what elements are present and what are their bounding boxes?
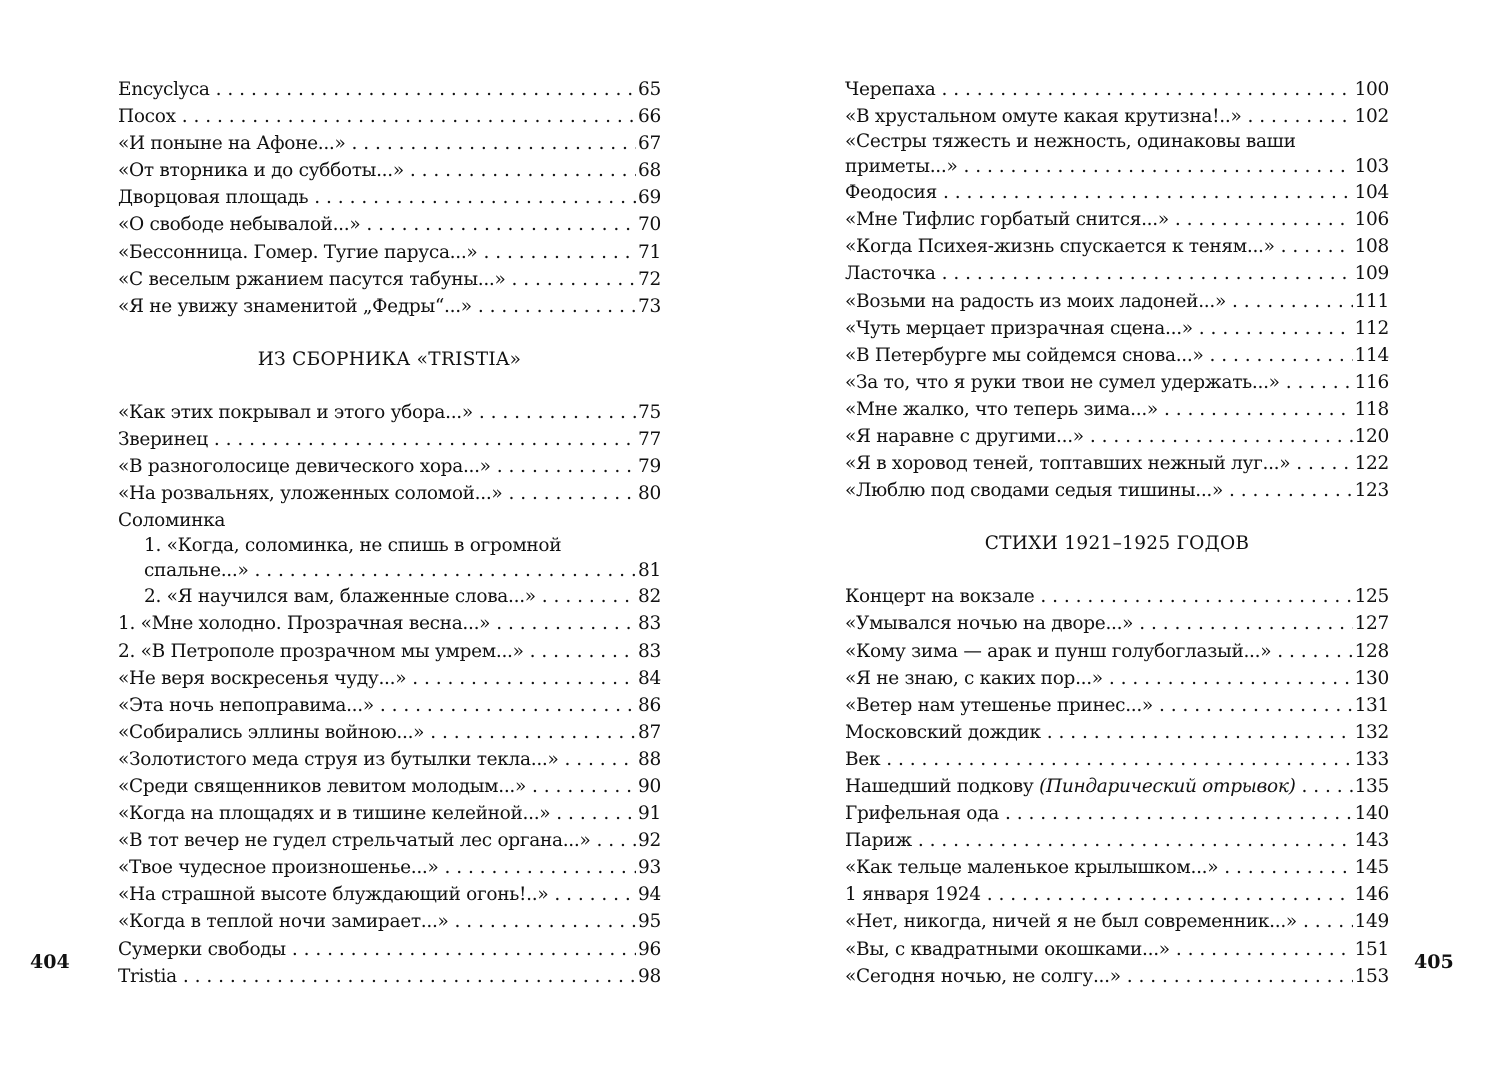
toc-entry: [118, 665, 661, 692]
toc-entry: [845, 800, 1389, 827]
leader-dots: [366, 211, 636, 238]
toc-entry-title: «Я не знаю, с каких пор...»: [845, 667, 1103, 689]
toc-entry: [845, 396, 1389, 423]
toc-entry-page: 153: [1354, 965, 1389, 987]
toc-entry-title: «Когда Психея-жизнь спускается к теням...»: [845, 236, 1275, 258]
left-toc: [118, 76, 661, 990]
toc-list: [845, 800, 1389, 990]
leader-dots: [941, 76, 1352, 103]
leader-dots: [512, 266, 637, 293]
toc-entry-title: 2. «Я научился вам, блаженные слова...»: [144, 586, 536, 608]
toc-entry: [118, 719, 661, 746]
toc-entry-title: Encyclyca: [118, 79, 210, 100]
leader-dots: [1005, 800, 1353, 827]
leader-dots: [1210, 342, 1353, 369]
toc-entry-page: 103: [1354, 156, 1389, 178]
toc-entry-title: спальне...»: [144, 560, 249, 582]
leader-dots: [542, 583, 636, 610]
leader-dots: [1047, 719, 1353, 746]
toc-entry: [118, 399, 661, 426]
leader-dots: [1232, 288, 1353, 315]
toc-entry-page: 98: [638, 965, 661, 987]
toc-entry-title: Tristia: [118, 965, 177, 987]
toc-entry: [845, 610, 1389, 637]
toc-entry-title: «Собирались эллины войною...»: [118, 721, 425, 743]
leader-dots: [1159, 692, 1353, 719]
leader-dots: [1199, 315, 1353, 342]
leader-dots: [182, 103, 636, 130]
toc-entry: [118, 211, 661, 238]
toc-entry: [845, 423, 1389, 450]
toc-entry-title: Соломинка: [118, 510, 226, 532]
leader-dots: [508, 480, 636, 507]
toc-entry: [118, 184, 661, 211]
leader-dots: [455, 908, 637, 935]
toc-entry: [845, 233, 1389, 260]
toc-entry-page: 120: [1354, 426, 1389, 448]
toc-entry-page: 102: [1354, 106, 1389, 128]
toc-entry-title: Париж: [845, 830, 912, 852]
toc-entry-page: 88: [638, 748, 661, 770]
toc-entry-note: (Пиндарический отрывок): [1039, 775, 1296, 797]
leader-dots: [1224, 854, 1352, 881]
leader-dots: [565, 746, 637, 773]
toc-entry-page: 67: [638, 133, 661, 155]
toc-entry: [845, 908, 1389, 935]
toc-entry: [845, 342, 1389, 369]
toc-entry-title: «Вы, с квадратными окошками...»: [845, 938, 1170, 960]
leader-dots: [478, 293, 636, 320]
leader-dots: [352, 130, 637, 157]
toc-entry-page: 93: [638, 857, 661, 879]
toc-entry-title: Ласточка: [845, 263, 936, 285]
toc-entry-title: «Когда на площадях и в тишине келейной...»: [118, 803, 551, 825]
leader-dots: [532, 773, 636, 800]
toc-entry: [118, 773, 661, 800]
leader-dots: [380, 692, 636, 719]
toc-entry: [118, 558, 661, 583]
toc-entry-title: «Бессонница. Гомер. Тугие паруса...»: [118, 241, 478, 263]
toc-entry-title: «Мне Тифлис горбатый снится...»: [845, 209, 1169, 231]
leader-dots: [918, 827, 1353, 854]
toc-entry-title: «Я наравне с другими...»: [845, 426, 1084, 448]
toc-entry: [118, 426, 661, 453]
leader-dots: [292, 936, 636, 963]
leader-dots: [412, 665, 636, 692]
toc-list: [118, 399, 661, 507]
leader-dots: [1247, 103, 1352, 130]
toc-entry-page: 116: [1354, 371, 1389, 393]
toc-entry-page: 75: [638, 401, 661, 423]
leader-dots: [183, 963, 636, 990]
toc-entry-title: «Когда в теплой ночи замирает...»: [118, 911, 449, 933]
leader-dots: [943, 179, 1353, 206]
toc-entry-page: 106: [1354, 209, 1389, 231]
toc-entry-title: «Возьми на радость из моих ладоней...»: [845, 290, 1226, 312]
toc-entry: [118, 963, 661, 990]
leader-dots: [1127, 963, 1353, 990]
toc-entry-page: 146: [1354, 884, 1389, 906]
leader-dots: [1090, 423, 1353, 450]
toc-entry-title: «Среди священников левитом молодым...»: [118, 775, 527, 797]
toc-entry: [118, 266, 661, 293]
toc-entry-page: 111: [1354, 290, 1389, 312]
toc-entry: [118, 239, 661, 266]
toc-entry-title: Сумерки свободы: [118, 938, 286, 960]
leader-dots: [214, 426, 636, 453]
toc-entry-page: 140: [1354, 803, 1389, 825]
toc-entry: [845, 179, 1389, 206]
toc-entry-page: 90: [638, 775, 661, 797]
toc-entry-page: 151: [1354, 938, 1389, 960]
toc-entry-page: 92: [638, 830, 661, 852]
toc-entry-page: 69: [638, 187, 661, 209]
toc-entry-title: Черепаха: [845, 79, 936, 100]
toc-entry-title: «О свободе небывалой...»: [118, 214, 361, 236]
toc-entry: [845, 288, 1389, 315]
toc-entry: [118, 130, 661, 157]
toc-entry-page: 82: [638, 586, 661, 608]
toc-entry: [118, 293, 661, 320]
toc-entry: [118, 800, 661, 827]
toc-entry: [845, 665, 1389, 692]
toc-entry-page: 81: [638, 560, 661, 582]
toc-entry: [845, 746, 1389, 773]
toc-entry: [118, 157, 661, 184]
toc-entry: [845, 369, 1389, 396]
leader-dots: [410, 157, 636, 184]
leader-dots: [987, 881, 1353, 908]
leader-dots: [1296, 450, 1352, 477]
toc-entry: [845, 854, 1389, 881]
leader-dots: [596, 827, 636, 854]
leader-dots: [1175, 206, 1353, 233]
toc-entry-title: «Умывался ночью на дворе...»: [845, 613, 1134, 635]
leader-dots: [530, 638, 636, 665]
page-number: 405: [1414, 951, 1454, 973]
toc-entry: [845, 773, 1389, 800]
toc-entry-page: 86: [638, 694, 661, 716]
toc-entry: [118, 480, 661, 507]
leader-dots: [216, 76, 636, 103]
toc-list: [118, 76, 661, 320]
toc-entry-title: «Я не увижу знаменитой „Федры“...»: [118, 295, 472, 317]
toc-entry-page: 145: [1354, 857, 1389, 879]
toc-entry-title: «В тот вечер не гудел стрельчатый лес органа...»: [118, 830, 591, 852]
leader-dots: [1229, 477, 1353, 504]
toc-entry-page: 94: [638, 884, 661, 906]
toc-entry: [845, 881, 1389, 908]
toc-entry: [845, 130, 1389, 154]
right-page: [753, 0, 1506, 1080]
toc-entry-title: «Не веря воскресенья чуду...»: [118, 667, 407, 689]
toc-entry: [118, 534, 661, 558]
toc-entry: [118, 638, 661, 665]
toc-entry-title: «От вторника и до субботы...»: [118, 160, 404, 182]
toc-entry-page: 77: [638, 428, 661, 450]
toc-entry: [845, 692, 1389, 719]
toc-list: [118, 610, 661, 989]
toc-entry: [118, 692, 661, 719]
toc-entry-title: Век: [845, 748, 881, 770]
leader-dots: [1164, 396, 1353, 423]
toc-entry-title: Феодосия: [845, 182, 937, 204]
toc-entry-page: 128: [1354, 640, 1389, 662]
toc-entry-page: 123: [1354, 480, 1389, 502]
toc-group-title: [118, 507, 661, 534]
toc-entry-page: 73: [638, 295, 661, 317]
toc-entry-title: «Эта ночь непоправима...»: [118, 694, 374, 716]
leader-dots: [963, 154, 1352, 179]
toc-entry-page: 65: [638, 79, 661, 100]
toc-list: [845, 583, 1389, 773]
toc-entry-title: «Я в хоровод теней, топтавших нежный луг...»: [845, 453, 1291, 475]
toc-entry-title: «Мне жалко, что теперь зима...»: [845, 398, 1158, 420]
toc-entry-page: 87: [638, 721, 661, 743]
toc-entry: [845, 450, 1389, 477]
toc-entry-page: 72: [638, 268, 661, 290]
toc-entry-page: 112: [1354, 317, 1389, 339]
toc-entry: [845, 963, 1389, 990]
toc-entry: [845, 315, 1389, 342]
toc-entry: [845, 154, 1389, 179]
toc-entry: [845, 76, 1389, 103]
toc-entry-page: 125: [1354, 586, 1389, 608]
toc-entry: [118, 908, 661, 935]
toc-entry-title: «Твое чудесное произношенье...»: [118, 857, 439, 879]
toc-entry-page: 95: [638, 911, 661, 933]
toc-entry-page: 135: [1354, 775, 1389, 797]
toc-entry: [845, 477, 1389, 504]
toc-entry-title: «На страшной высоте блуждающий огонь!..»: [118, 884, 549, 906]
toc-entry-page: 108: [1354, 236, 1389, 258]
toc-entry-title: «На розвальнях, уложенных соломой...»: [118, 483, 503, 505]
leader-dots: [1109, 665, 1353, 692]
toc-entry: [118, 583, 661, 610]
toc-entry-title: «В хрустальном омуте какая крутизна!..»: [845, 106, 1242, 128]
toc-entry-title: 1 января 1924: [845, 884, 981, 906]
toc-entry-title: «Нет, никогда, ничей я не был современник...»: [845, 911, 1297, 933]
toc-entry-page: 83: [638, 640, 661, 662]
toc-entry-title: Концерт на вокзале: [845, 586, 1035, 608]
leader-dots: [1176, 936, 1353, 963]
toc-entry-title: Зверинец: [118, 428, 208, 450]
toc-entry-title: 1. «Мне холодно. Прозрачная весна...»: [118, 613, 491, 635]
toc-entry-title: «Чуть мерцает призрачная сцена...»: [845, 317, 1193, 339]
toc-entry-page: 79: [638, 456, 661, 478]
leader-dots: [1303, 908, 1353, 935]
section-heading: СТИХИ 1921–1925 ГОДОВ: [984, 533, 1250, 555]
toc-entry: [845, 719, 1389, 746]
toc-entry-title: Московский дождик: [845, 721, 1041, 743]
toc-entry-title: «С веселым ржанием пасутся табуны...»: [118, 268, 506, 290]
toc-entry: [845, 583, 1389, 610]
toc-entry-title: «За то, что я руки твои не сумел удержать...»: [845, 371, 1280, 393]
toc-entry-title: «И поныне на Афоне...»: [118, 133, 346, 155]
toc-entry: [118, 936, 661, 963]
toc-entry: [845, 936, 1389, 963]
leader-dots: [483, 239, 636, 266]
toc-entry: [845, 260, 1389, 287]
toc-entry: [845, 827, 1389, 854]
toc-entry-title: 1. «Когда, соломинка, не спишь в огромной: [144, 535, 562, 557]
section-heading: ИЗ СБОРНИКА «TRISTIA»: [257, 348, 522, 370]
toc-entry-page: 71: [638, 241, 661, 263]
leader-dots: [1302, 773, 1353, 800]
toc-entry-page: 114: [1354, 344, 1389, 366]
toc-entry-page: 131: [1354, 694, 1389, 716]
toc-entry-page: 80: [638, 483, 661, 505]
leader-dots: [886, 746, 1352, 773]
toc-entry-page: 83: [638, 613, 661, 635]
toc-entry-page: 149: [1354, 911, 1389, 933]
toc-entry: [845, 638, 1389, 665]
toc-entry-page: 66: [638, 106, 661, 128]
toc-entry-title: «Как этих покрывал и этого убора...»: [118, 401, 473, 423]
toc-entry-title: «В разноголосице девического хора...»: [118, 456, 491, 478]
toc-entry-page: 130: [1354, 667, 1389, 689]
toc-entry-title: «Люблю под сводами седыя тишины...»: [845, 480, 1224, 502]
toc-entry-page: 143: [1354, 830, 1389, 852]
toc-entry: [118, 610, 661, 637]
toc-entry-page: 68: [638, 160, 661, 182]
toc-entry-page: 133: [1354, 748, 1389, 770]
toc-entry: [845, 103, 1389, 130]
leader-dots: [1139, 610, 1352, 637]
toc-entry-title: приметы...»: [845, 156, 958, 178]
toc-entry-page: 132: [1354, 721, 1389, 743]
toc-entry-title: [845, 773, 1296, 800]
toc-entry-page: 118: [1354, 398, 1389, 420]
toc-entry-title: «Сестры тяжесть и нежность, одинаковы ваши: [845, 131, 1296, 153]
toc-entry-page: 104: [1354, 182, 1389, 204]
leader-dots: [554, 881, 636, 908]
toc-entry: [118, 76, 661, 103]
toc-entry-title: Посох: [118, 106, 176, 128]
toc-entry: [845, 206, 1389, 233]
toc-entry-title: Грифельная ода: [845, 803, 999, 825]
leader-dots: [254, 558, 636, 583]
leader-dots: [314, 184, 636, 211]
toc-entry-title-main: Нашедший подкову: [845, 775, 1034, 797]
leader-dots: [445, 854, 637, 881]
toc-entry: [118, 854, 661, 881]
toc-entry-title: «В Петербурге мы сойдемся снова...»: [845, 344, 1204, 366]
toc-entry-title: «Сегодня ночью, не солгу...»: [845, 965, 1121, 987]
page-number: 404: [30, 951, 70, 973]
toc-entry: [118, 746, 661, 773]
leader-dots: [1040, 583, 1352, 610]
toc-entry-page: 100: [1354, 79, 1389, 100]
toc-entry: [118, 103, 661, 130]
toc-entry-title: «Ветер нам утешенье принес...»: [845, 694, 1153, 716]
toc-entry-title: «Как тельце маленькое крылышком...»: [845, 857, 1219, 879]
toc-entry-page: 91: [638, 803, 661, 825]
toc-entry-page: 96: [638, 938, 661, 960]
toc-entry-page: 84: [638, 667, 661, 689]
toc-entry: [118, 827, 661, 854]
leader-dots: [496, 610, 636, 637]
toc-entry-page: 122: [1354, 453, 1389, 475]
toc-entry: [118, 453, 661, 480]
toc-entry-page: 127: [1354, 613, 1389, 635]
leader-dots: [942, 260, 1353, 287]
toc-list: [845, 179, 1389, 504]
right-toc: [845, 76, 1389, 990]
leader-dots: [556, 800, 636, 827]
leader-dots: [1277, 638, 1352, 665]
leader-dots: [497, 453, 636, 480]
leader-dots: [430, 719, 636, 746]
leader-dots: [1286, 369, 1353, 396]
toc-entry: [118, 881, 661, 908]
toc-entry-page: 70: [638, 214, 661, 236]
toc-entry-title: «Кому зима — арак и пунш голубоглазый...»: [845, 640, 1272, 662]
toc-entry-page: 109: [1354, 263, 1389, 285]
toc-entry-title: 2. «В Петрополе прозрачном мы умрем...»: [118, 640, 524, 662]
toc-entry-title: Дворцовая площадь: [118, 187, 309, 209]
leader-dots: [1281, 233, 1353, 260]
leader-dots: [479, 399, 636, 426]
toc-entry-title: «Золотистого меда струя из бутылки текла...»: [118, 748, 559, 770]
